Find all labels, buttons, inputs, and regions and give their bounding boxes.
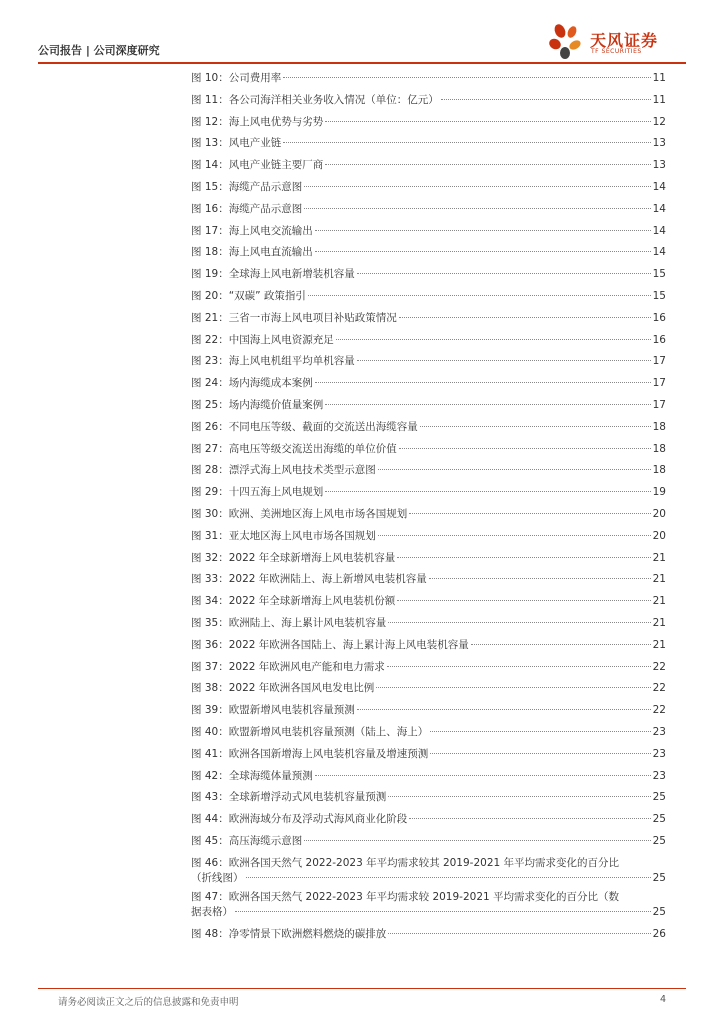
toc-entry-prefix: 图 17：	[191, 224, 229, 237]
toc-entry-title	[191, 635, 469, 657]
toc-entry-label: 海上风电直流输出	[228, 246, 313, 259]
footer-disclaimer: 请务必阅读正文之后的信息披露和免责申明	[58, 997, 239, 1008]
dot-leader	[283, 142, 650, 143]
toc-entry-label: 全球海缆体量预测	[228, 769, 313, 782]
toc-entry-prefix: 图 38：	[191, 682, 229, 695]
toc-entry[interactable]	[191, 155, 666, 177]
toc-entry-title	[191, 439, 397, 461]
toc-entry-title	[191, 330, 334, 352]
toc-entry-title	[191, 678, 374, 700]
toc-entry-label: 欧洲、美洲地区海上风电市场各国规划	[228, 507, 408, 520]
toc-entry-title	[191, 856, 666, 871]
toc-entry-prefix: 图 34：	[191, 595, 229, 608]
toc-entry-prefix: 图 14：	[191, 159, 229, 172]
toc-entry-page: 11	[652, 93, 666, 106]
logo-english-text: TF SECURITIES	[591, 48, 642, 55]
toc-entry-prefix: 图 29：	[191, 486, 229, 499]
footer-divider	[38, 988, 686, 989]
toc-entry-label: 欧盟新增风电装机容量预测（陆上、海上）	[228, 725, 429, 738]
toc-entry-label: 全球海上风电新增装机容量	[228, 268, 355, 281]
header-divider	[38, 62, 686, 64]
dot-leader	[315, 251, 651, 252]
toc-entry-prefix: 图 45：	[191, 834, 229, 847]
toc-entry-label: 2022 年欧洲陆上、海上新增风电装机容量	[228, 573, 427, 586]
toc-entry-title	[191, 613, 386, 635]
toc-entry-page: 21	[652, 638, 666, 651]
dot-leader	[430, 753, 650, 754]
dot-leader	[308, 295, 651, 296]
toc-entry-title	[191, 373, 313, 395]
toc-entry-label: 中国海上风电资源充足	[228, 333, 334, 346]
toc-entry-prefix: 图 37：	[191, 660, 229, 673]
toc-entry-page: 21	[652, 595, 666, 608]
dot-leader	[388, 622, 650, 623]
toc-entry-label: 风电产业链	[228, 137, 282, 150]
toc-entry[interactable]	[191, 831, 666, 853]
toc-entry[interactable]	[191, 924, 666, 946]
toc-entry[interactable]	[191, 90, 666, 112]
toc-entry[interactable]	[191, 890, 666, 920]
toc-entry-prefix: 图 26：	[191, 420, 229, 433]
toc-entry-page: 15	[652, 289, 666, 302]
toc-entry-prefix: 图 15：	[191, 180, 229, 193]
toc-entry-label: 2022 年欧洲风电产能和电力需求	[228, 660, 385, 673]
toc-entry-label: 2022 年全球新增海上风电装机容量	[228, 551, 396, 564]
dot-leader	[246, 877, 651, 878]
toc-entry-prefix: 图 23：	[191, 355, 229, 368]
toc-entry-label: 三省一市海上风电项目补贴政策情况	[228, 311, 397, 324]
toc-entry-label: 2022 年欧洲各国风电发电比例	[228, 682, 375, 695]
toc-entry[interactable]	[191, 264, 666, 286]
toc-entry-page: 11	[652, 72, 666, 84]
toc-entry-prefix: 图 43：	[191, 791, 229, 804]
dot-leader	[409, 818, 650, 819]
toc-entry-prefix: 图 46：	[191, 856, 229, 869]
dot-leader	[397, 600, 650, 601]
toc-entry-label: 亚太地区海上风电市场各国规划	[228, 529, 376, 542]
toc-entry-title	[191, 199, 302, 221]
toc-entry[interactable]	[191, 395, 666, 417]
toc-entry[interactable]	[191, 569, 666, 591]
toc-entry-title	[191, 395, 323, 417]
toc-entry-label: 十四五海上风电规划	[228, 486, 324, 499]
dot-leader	[325, 164, 650, 165]
page-number: 4	[659, 994, 666, 1005]
toc-entry-page: 25	[652, 813, 666, 826]
toc-entry-page: 14	[652, 202, 666, 215]
toc-entry-page: 25	[652, 905, 666, 918]
toc-entry-prefix: 图 32：	[191, 551, 229, 564]
figure-list	[191, 68, 666, 945]
toc-entry-label-continued: （折线图）	[191, 871, 244, 884]
toc-entry-prefix: 图 48：	[191, 927, 229, 940]
toc-entry-label: 净零情景下欧洲燃料燃烧的碳排放	[228, 927, 387, 940]
toc-entry-label: 欧洲各国新增海上风电装机容量及增速预测	[228, 747, 429, 760]
toc-entry-prefix: 图 42：	[191, 769, 229, 782]
toc-entry-label: 高电压等级交流送出海缆的单位价值	[228, 442, 397, 455]
toc-entry-prefix: 图 24：	[191, 377, 229, 390]
toc-entry[interactable]	[191, 504, 666, 526]
toc-entry-prefix: 图 47：	[191, 890, 229, 903]
toc-entry-title	[191, 155, 323, 177]
toc-entry[interactable]	[191, 286, 666, 308]
dot-leader	[235, 911, 651, 912]
dot-leader	[388, 796, 650, 797]
toc-entry-label: 风电产业链主要厂商	[228, 159, 324, 172]
toc-entry-title	[191, 526, 376, 548]
toc-entry-title	[191, 264, 355, 286]
toc-entry-page: 18	[652, 464, 666, 477]
toc-entry-page: 17	[652, 377, 666, 390]
toc-entry[interactable]	[191, 351, 666, 373]
toc-entry-prefix: 图 13：	[191, 137, 229, 150]
dot-leader	[378, 535, 651, 536]
toc-entry-page: 14	[652, 246, 666, 259]
dot-leader	[304, 186, 650, 187]
toc-entry-label: 海上风电优势与劣势	[228, 115, 324, 128]
toc-entry-label: 公司费用率	[228, 72, 282, 84]
dot-leader	[378, 469, 651, 470]
toc-entry[interactable]	[191, 330, 666, 352]
toc-entry-title	[191, 890, 666, 905]
toc-entry-page: 18	[652, 442, 666, 455]
toc-entry-prefix: 图 22：	[191, 333, 229, 346]
toc-entry-prefix: 图 33：	[191, 573, 229, 586]
toc-entry-page: 26	[652, 927, 666, 940]
toc-entry-prefix: 图 16：	[191, 202, 229, 215]
toc-entry-page: 21	[652, 551, 666, 564]
toc-entry-prefix: 图 35：	[191, 616, 229, 629]
toc-entry-title	[191, 504, 407, 526]
dot-leader	[336, 339, 651, 340]
dot-leader	[357, 709, 651, 710]
dot-leader	[471, 644, 651, 645]
toc-entry[interactable]	[191, 199, 666, 221]
page-header	[38, 0, 686, 64]
toc-entry-prefix: 图 28：	[191, 464, 229, 477]
company-logo	[546, 22, 686, 62]
toc-entry-page: 25	[652, 871, 666, 884]
toc-entry[interactable]	[191, 221, 666, 243]
toc-entry[interactable]	[191, 613, 666, 635]
toc-entry-page: 21	[652, 616, 666, 629]
toc-entry-page: 20	[652, 529, 666, 542]
toc-entry-page: 22	[652, 704, 666, 717]
toc-entry[interactable]	[191, 722, 666, 744]
toc-entry[interactable]	[191, 112, 666, 134]
toc-entry-page: 18	[652, 420, 666, 433]
toc-entry-label: 海上风电交流输出	[228, 224, 313, 237]
toc-entry-prefix: 图 31：	[191, 529, 229, 542]
toc-entry-title	[191, 242, 313, 264]
toc-entry-page: 16	[652, 311, 666, 324]
dot-leader	[397, 557, 650, 558]
toc-entry-title	[191, 112, 323, 134]
toc-entry-page: 17	[652, 398, 666, 411]
toc-entry-label: 不同电压等级、截面的交流送出海缆容量	[228, 420, 418, 433]
dot-leader	[420, 426, 651, 427]
toc-entry[interactable]	[191, 373, 666, 395]
toc-entry-label: 欧洲各国天然气 2022-2023 年平均需求较 2019-2021 平均需求变化的百分比（数	[228, 890, 620, 903]
toc-entry-prefix: 图 12：	[191, 115, 229, 128]
toc-entry-title	[191, 351, 355, 373]
toc-entry-title	[191, 68, 281, 90]
dot-leader	[387, 666, 651, 667]
toc-entry[interactable]	[191, 744, 666, 766]
toc-entry-page: 13	[652, 159, 666, 172]
toc-entry-label: 场内海缆成本案例	[228, 377, 313, 390]
toc-entry-prefix: 图 10：	[191, 72, 229, 84]
toc-entry-prefix: 图 41：	[191, 747, 229, 760]
toc-entry-title	[191, 744, 428, 766]
toc-entry-title	[191, 133, 281, 155]
toc-entry[interactable]	[191, 417, 666, 439]
toc-entry-prefix: 图 39：	[191, 704, 229, 717]
toc-entry[interactable]	[191, 591, 666, 613]
dot-leader	[409, 513, 650, 514]
toc-entry-title	[191, 787, 386, 809]
toc-entry-title	[191, 177, 302, 199]
dot-leader	[388, 933, 650, 934]
report-category: 公司报告 | 公司深度研究	[38, 44, 160, 57]
dot-leader	[399, 448, 651, 449]
toc-entry[interactable]	[191, 809, 666, 831]
toc-entry[interactable]	[191, 787, 666, 809]
toc-entry[interactable]	[191, 482, 666, 504]
toc-entry-title	[191, 831, 302, 853]
toc-entry-page: 21	[652, 573, 666, 586]
toc-entry-page: 17	[652, 355, 666, 368]
toc-entry-title	[191, 809, 407, 831]
toc-entry[interactable]	[191, 635, 666, 657]
toc-entry[interactable]	[191, 548, 666, 570]
toc-entry-title	[191, 221, 313, 243]
toc-entry-page: 14	[652, 224, 666, 237]
dot-leader	[304, 840, 650, 841]
toc-entry[interactable]	[191, 700, 666, 722]
toc-entry[interactable]	[191, 133, 666, 155]
toc-entry-label: 欧洲各国天然气 2022-2023 年平均需求较其 2019-2021 年平均需求变化的百分比	[228, 856, 620, 869]
toc-entry-page: 15	[652, 268, 666, 281]
dot-leader	[325, 491, 650, 492]
toc-entry-prefix: 图 21：	[191, 311, 229, 324]
toc-entry-label: 各公司海洋相关业务收入情况（单位：亿元）	[228, 93, 439, 106]
toc-entry-label: 海上风电机组平均单机容量	[228, 355, 355, 368]
toc-entry[interactable]	[191, 177, 666, 199]
logo-chinese-text: 天风证券	[590, 31, 659, 50]
toc-entry[interactable]	[191, 242, 666, 264]
toc-entry-prefix: 图 36：	[191, 638, 229, 651]
toc-entry-label: 场内海缆价值量案例	[228, 398, 324, 411]
toc-entry-page: 13	[652, 137, 666, 150]
dot-leader	[315, 382, 651, 383]
toc-entry-page: 19	[652, 486, 666, 499]
toc-entry[interactable]	[191, 657, 666, 679]
dot-leader	[357, 360, 651, 361]
toc-entry-page: 23	[652, 725, 666, 738]
dot-leader	[441, 99, 651, 100]
toc-entry[interactable]	[191, 439, 666, 461]
dot-leader	[376, 687, 650, 688]
toc-entry-title	[191, 591, 395, 613]
toc-entry-label: 全球新增浮动式风电装机容量预测	[228, 791, 387, 804]
dot-leader	[325, 121, 650, 122]
toc-entry-page: 25	[652, 834, 666, 847]
toc-entry-prefix: 图 19：	[191, 268, 229, 281]
dot-leader	[283, 77, 650, 78]
dot-leader	[304, 208, 650, 209]
toc-entry-prefix: 图 44：	[191, 813, 229, 826]
toc-entry-label: 海缆产品示意图	[228, 180, 303, 193]
toc-entry[interactable]	[191, 678, 666, 700]
dot-leader	[399, 317, 651, 318]
toc-entry[interactable]	[191, 308, 666, 330]
toc-entry-prefix: 图 27：	[191, 442, 229, 455]
toc-entry-page: 25	[652, 791, 666, 804]
toc-entry-prefix: 图 20：	[191, 289, 229, 302]
toc-entry-page: 12	[652, 115, 666, 128]
dot-leader	[357, 273, 651, 274]
toc-entry-page: 20	[652, 507, 666, 520]
toc-entry-page: 14	[652, 180, 666, 193]
toc-entry-label: “双碳” 政策指引	[228, 289, 306, 302]
toc-entry[interactable]	[191, 766, 666, 788]
toc-entry-label: 海缆产品示意图	[228, 202, 303, 215]
toc-entry-title	[191, 924, 386, 946]
toc-entry-page: 22	[652, 660, 666, 673]
toc-entry-page: 23	[652, 747, 666, 760]
toc-entry-label: 高压海缆示意图	[228, 834, 303, 847]
toc-entry[interactable]	[191, 460, 666, 482]
toc-entry-title	[191, 460, 376, 482]
toc-entry-label-continued: 据表格）	[191, 905, 233, 918]
flower-logo-icon	[546, 22, 586, 62]
toc-entry-title	[191, 482, 323, 504]
dot-leader	[325, 404, 650, 405]
toc-entry-label: 欧盟新增风电装机容量预测	[228, 704, 355, 717]
toc-entry-title	[191, 308, 397, 330]
toc-entry[interactable]	[191, 68, 666, 90]
toc-entry-label: 漂浮式海上风电技术类型示意图	[228, 464, 376, 477]
toc-entry-label: 2022 年全球新增海上风电装机份额	[228, 595, 396, 608]
toc-entry-label: 欧洲海域分布及浮动式海风商业化阶段	[228, 813, 408, 826]
toc-entry-title	[191, 569, 427, 591]
dot-leader	[429, 578, 651, 579]
toc-entry-title	[191, 722, 428, 744]
toc-entry-page: 22	[652, 682, 666, 695]
toc-entry-label: 2022 年欧洲各国陆上、海上累计海上风电装机容量	[228, 638, 469, 651]
dot-leader	[315, 775, 651, 776]
toc-entry-page: 23	[652, 769, 666, 782]
toc-entry-title	[191, 548, 395, 570]
toc-entry-title	[191, 286, 306, 308]
toc-entry-prefix: 图 11：	[191, 93, 229, 106]
toc-entry-prefix: 图 18：	[191, 246, 229, 259]
toc-entry-prefix: 图 25：	[191, 398, 229, 411]
toc-entry-page: 16	[652, 333, 666, 346]
toc-entry-prefix: 图 40：	[191, 725, 229, 738]
toc-entry-title	[191, 657, 385, 679]
toc-entry-title	[191, 766, 313, 788]
toc-entry-title	[191, 700, 355, 722]
toc-entry-title	[191, 417, 418, 439]
dot-leader	[430, 731, 650, 732]
toc-entry[interactable]	[191, 526, 666, 548]
toc-entry-label: 欧洲陆上、海上累计风电装机容量	[228, 616, 387, 629]
toc-entry[interactable]	[191, 856, 666, 886]
toc-entry-title	[191, 90, 439, 112]
dot-leader	[315, 230, 651, 231]
toc-entry-prefix: 图 30：	[191, 507, 229, 520]
